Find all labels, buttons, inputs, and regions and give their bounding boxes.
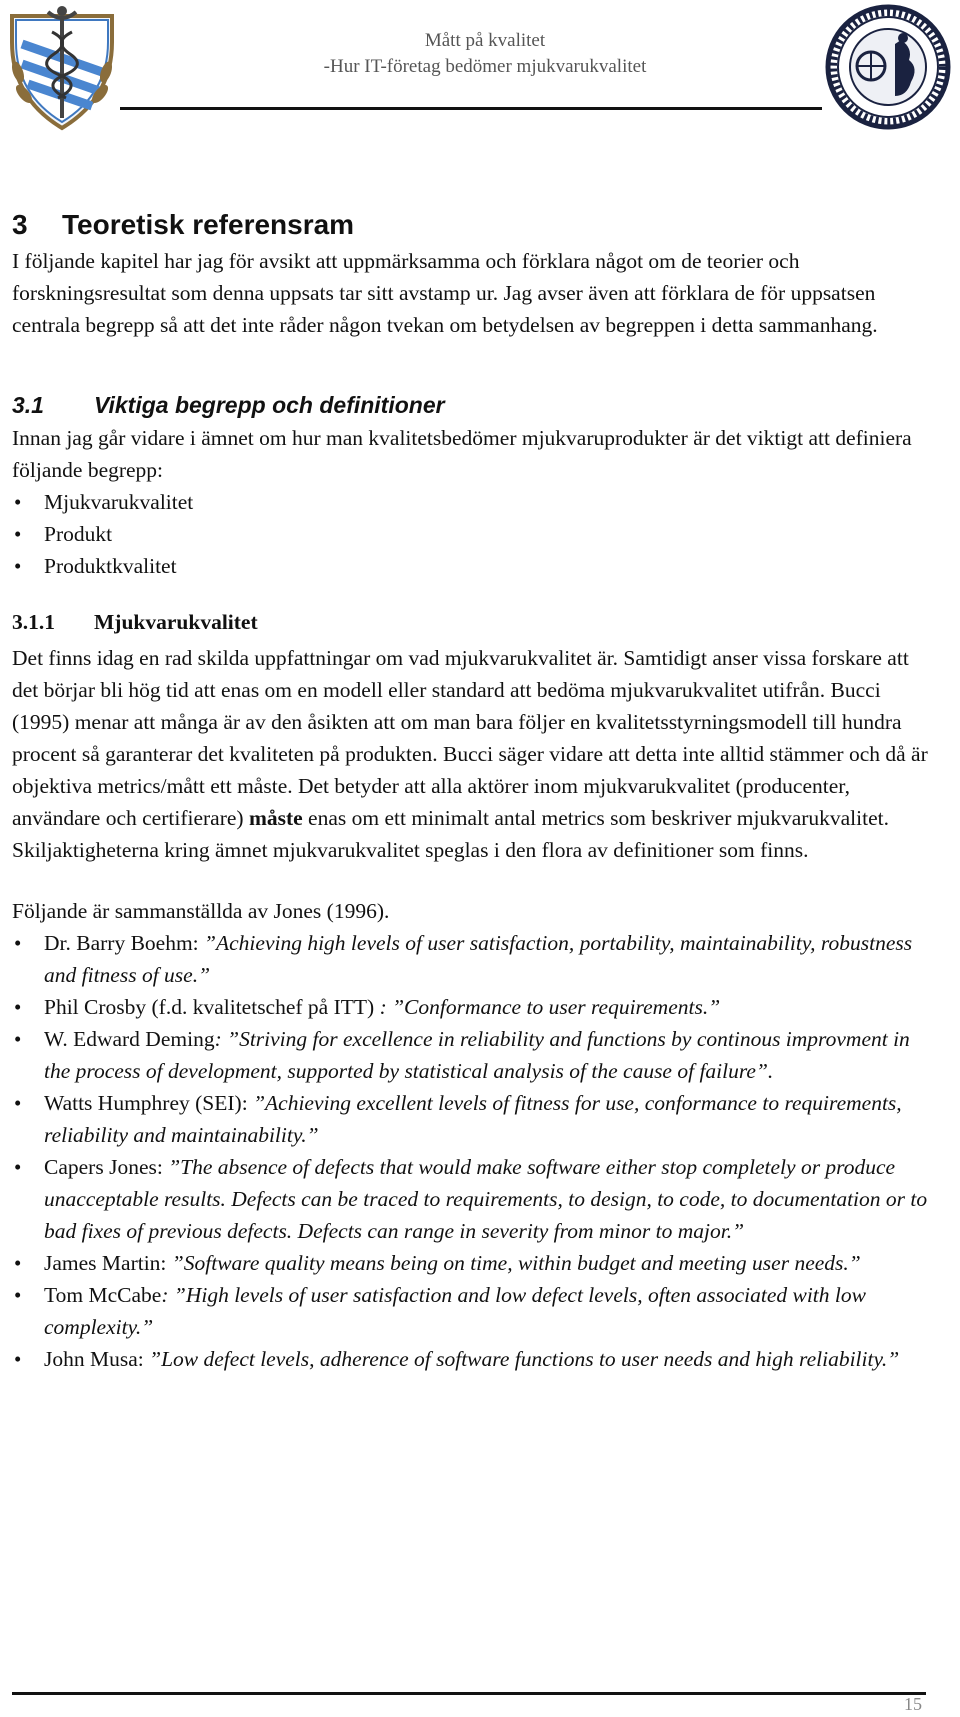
definitions-list xyxy=(12,927,936,1375)
footer-rule xyxy=(12,1692,926,1695)
caduceus-logo xyxy=(2,2,122,132)
section-number: 3.1 xyxy=(12,392,44,418)
list-item xyxy=(12,927,936,991)
university-seal-logo xyxy=(823,4,953,130)
running-header-subtitle: -Hur IT-företag bedömer mjukvarukvalitet xyxy=(323,56,647,77)
definition-quote: : ”Striving for excellence in reliability and functions by continous improvment in the process of development, supported by statistical analysis of the cause of failure”. xyxy=(44,1027,910,1083)
definition-author: W. Edward Deming xyxy=(44,1027,215,1051)
running-header-title: Mått på kvalitet xyxy=(424,30,546,51)
list-item xyxy=(12,991,936,1023)
header-rule xyxy=(120,107,822,110)
definition-author: Watts Humphrey (SEI): xyxy=(44,1091,254,1115)
section-3-intro: I följande kapitel har jag för avsikt att uppmärksamma och förklara något om de teorier och forskningsresultat som denna uppsats tar sitt avstamp ur. Jag avser även att förklara de för uppsatsen centrala begrepp så att det inte råder någon tvekan om betydelsen av begreppen i detta sammanhang. xyxy=(12,249,878,337)
section-heading-3 xyxy=(12,205,936,245)
definition-quote: ”Achieving high levels of user satisfaction, portability, maintainability, robustness and fitness of use.” xyxy=(44,931,913,987)
section-3-1-intro: Innan jag går vidare i ämnet om hur man kvalitetsbedömer mjukvaruprodukter är det viktigt att definiera följande begrepp: xyxy=(12,426,912,482)
definition-quote: ”The absence of defects that would make software either stop completely or produce unacceptable results. Defects can be traced to requirements, to design, to code, to documentation or to bad fixes of previous defects. Defects can range in severity from minor to major.” xyxy=(44,1155,928,1243)
terms-list xyxy=(12,486,936,582)
section-3-1-1-paragraph xyxy=(12,642,936,866)
section-number: 3 xyxy=(12,209,28,240)
list-item xyxy=(12,1343,936,1375)
definition-quote: ”Achieving excellent levels of fitness for use, conformance to requirements, reliability and maintainability.” xyxy=(44,1091,902,1147)
definition-author: Capers Jones: xyxy=(44,1155,169,1179)
list-item xyxy=(12,1023,936,1087)
list-item xyxy=(12,1087,936,1151)
definition-author: Dr. Barry Boehm: xyxy=(44,931,205,955)
definition-quote: : ”Conformance to user requirements.” xyxy=(379,995,721,1019)
section-title: Mjukvarukvalitet xyxy=(94,610,258,634)
definition-author: Phil Crosby (f.d. kvalitetschef på ITT) xyxy=(44,995,380,1019)
section-number: 3.1.1 xyxy=(12,610,55,634)
section-heading-3-1-1 xyxy=(12,606,936,638)
definition-quote: ”Software quality means being on time, within budget and meeting user needs.” xyxy=(171,1251,861,1275)
section-heading-3-1 xyxy=(12,388,936,422)
definition-quote: ”Low defect levels, adherence of software functions to user needs and high reliability.” xyxy=(149,1347,900,1371)
paragraph-text: Det finns idag en rad skilda uppfattningar om vad mjukvarukvalitet är. Samtidigt anser vissa forskare att det börjar bli hög tid att enas om en modell eller standard att bedöma mjukvarukvalitet utifrån. Bucci (1995) menar att många är av den åsikten att om man bara följer en kvalitetsstyrningsmodell till hundra procent så garanterar det kvaliteten på produkten. Bucci säger vidare att detta inte alltid stämmer och då är objektiva metrics/mått ett måste. Det betyder att alla aktörer inom mjukvarukvalitet (producenter, användare och certifierare) xyxy=(12,646,928,830)
section-title: Viktiga begrepp och definitioner xyxy=(94,392,445,418)
list-item xyxy=(12,1247,936,1279)
page-number: 15 xyxy=(904,1694,922,1714)
definition-author: Tom McCabe xyxy=(44,1283,162,1307)
bold-text: måste xyxy=(248,806,303,830)
definition-quote: : ”High levels of user satisfaction and low defect levels, often associated with low complexity.” xyxy=(44,1283,866,1339)
definition-author: John Musa: xyxy=(44,1347,150,1371)
section-title: Teoretisk referensram xyxy=(62,209,355,240)
page-content xyxy=(12,205,936,1375)
list-item xyxy=(12,1279,936,1343)
paragraph-text: enas om ett minimalt antal metrics som beskriver mjukvarukvalitet. Skiljaktigheterna kring ämnet mjukvarukvalitet speglas i den flora av definitioner som finns. xyxy=(12,806,889,862)
list-item: • Mjukvarukvalitet xyxy=(12,486,936,518)
list-item: • Produkt xyxy=(12,518,936,550)
list-item: • Produktkvalitet xyxy=(12,550,936,582)
jones-intro: Följande är sammanställda av Jones (1996). xyxy=(12,899,390,923)
list-item xyxy=(12,1151,936,1247)
definition-author: James Martin: xyxy=(44,1251,172,1275)
